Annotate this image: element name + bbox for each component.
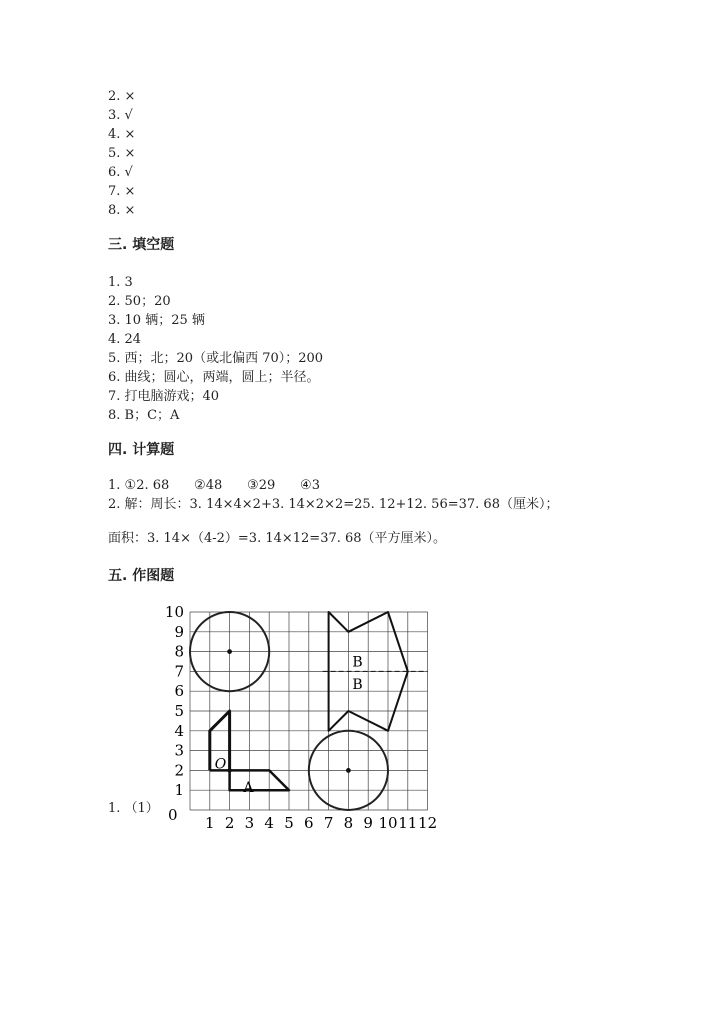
- judge-answer-5: 5. ×: [108, 146, 136, 161]
- shape-a-label: A: [243, 780, 254, 797]
- fill-answer-2: 2. 50；20: [108, 294, 171, 309]
- circle-center-dot: [346, 768, 351, 773]
- x-tick-label: 2: [224, 814, 235, 832]
- shape-b-bottom-label: B: [352, 677, 363, 694]
- calc-answer-2-area: 面积：3. 14×（4-2）=3. 14×12=37. 68（平方厘米）。: [108, 531, 447, 546]
- circle-center-dot: [227, 649, 232, 654]
- calc-answer-1: 1. ①2. 68 ②48 ③29 ④3: [108, 478, 320, 493]
- y-tick-label: 4: [174, 721, 184, 740]
- section-heading-draw: 五. 作图题: [108, 568, 175, 584]
- x-tick-label: 3: [244, 814, 255, 832]
- fill-answer-4: 4. 24: [108, 332, 142, 347]
- section-heading-fill: 三. 填空题: [108, 237, 175, 253]
- origin-label: 0: [168, 806, 178, 824]
- x-tick-label: 11: [398, 814, 418, 832]
- judge-answer-2: 2. ×: [108, 89, 136, 104]
- y-tick-label: 5: [174, 702, 184, 720]
- x-tick-label: 10: [378, 814, 398, 832]
- judge-answer-7: 7. ×: [108, 184, 136, 199]
- judge-answer-4: 4. ×: [108, 127, 136, 142]
- fill-answer-1: 1. 3: [108, 275, 133, 290]
- x-tick-label: 1: [205, 814, 215, 832]
- fill-answer-8: 8. B；C；A: [108, 408, 180, 423]
- section-heading-calc: 四. 计算题: [108, 442, 175, 458]
- y-tick-label: 9: [174, 622, 184, 641]
- y-tick-label: 1: [174, 781, 184, 800]
- shape-b-top-label: B: [352, 654, 363, 671]
- fill-answer-6: 6. 曲线；圆心，两端，圆上；半径。: [108, 370, 320, 385]
- draw-item-label: 1. （1）: [108, 801, 159, 816]
- x-tick-label: 5: [284, 814, 294, 832]
- y-tick-label: 10: [164, 603, 184, 621]
- x-tick-label: 12: [418, 814, 438, 832]
- fill-answer-7: 7. 打电脑游戏；40: [108, 389, 220, 404]
- y-tick-label: 3: [174, 741, 184, 760]
- judge-answer-8: 8. ×: [108, 203, 136, 218]
- y-tick-label: 7: [174, 662, 184, 681]
- point-o-dot: [227, 768, 231, 772]
- y-tick-label: 2: [174, 761, 184, 780]
- x-tick-label: 6: [304, 814, 314, 832]
- fill-answer-5: 5. 西；北；20（或北偏西 70）；200: [108, 351, 324, 366]
- shape-a-lower: [230, 770, 289, 790]
- fill-answer-3: 3. 10 辆；25 辆: [108, 313, 205, 328]
- x-tick-label: 8: [343, 814, 354, 832]
- y-tick-label: 8: [174, 642, 184, 661]
- judge-answer-6: 6. √: [108, 165, 133, 180]
- coordinate-grid-figure: [150, 600, 450, 840]
- x-tick-label: 9: [363, 814, 373, 832]
- x-tick-label: 4: [264, 814, 274, 832]
- y-tick-label: 6: [174, 682, 184, 701]
- judge-answer-3: 3. √: [108, 108, 133, 123]
- calc-answer-2: 2. 解：周长：3. 14×4×2+3. 14×2×2=25. 12+12. 56=37. 68（厘米）；: [108, 497, 559, 512]
- grid-lines: [190, 612, 428, 810]
- x-tick-label: 7: [323, 814, 334, 832]
- point-o-label: O: [214, 756, 227, 773]
